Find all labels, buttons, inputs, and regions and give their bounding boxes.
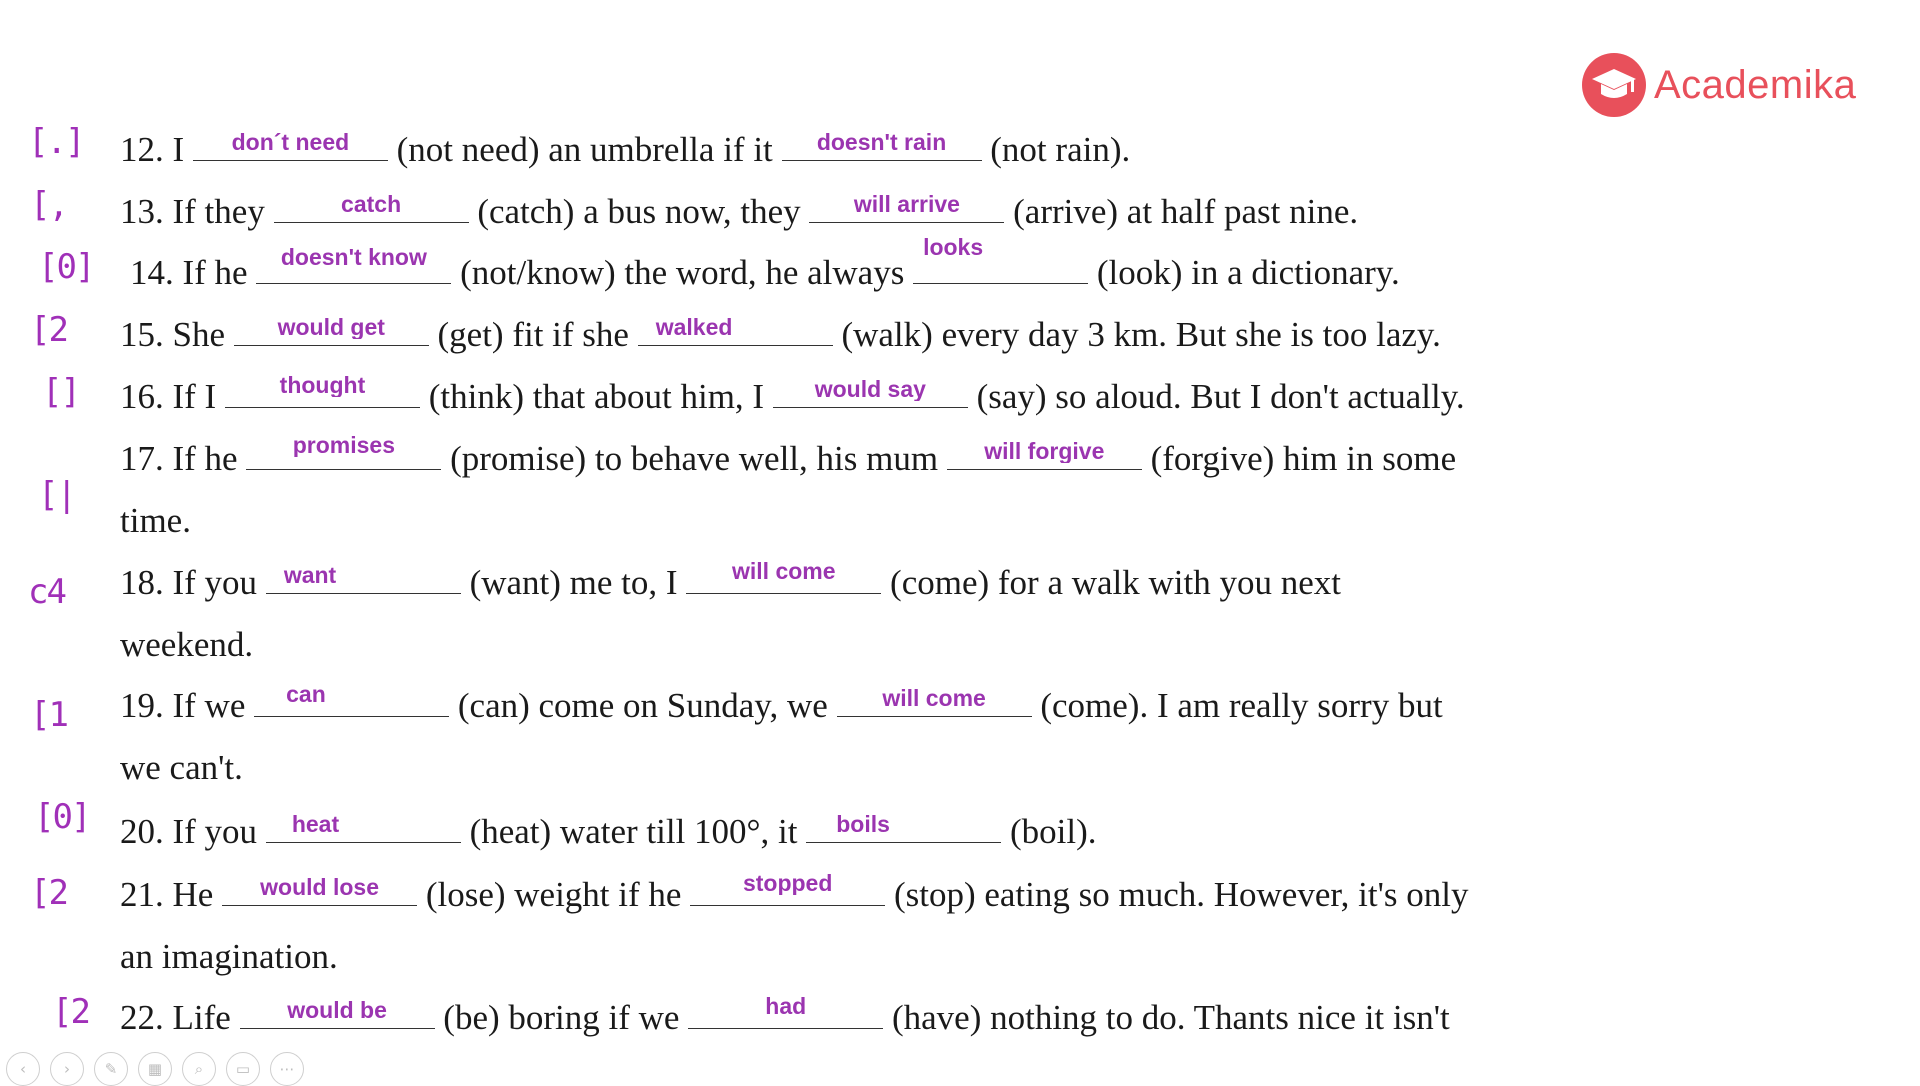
text-segment: (look) in a dictionary.	[1096, 253, 1400, 292]
exercise-number: 18.	[120, 563, 164, 602]
exercise-16	[120, 373, 1465, 417]
answer-blank[interactable]	[913, 235, 1088, 284]
text-segment: (can) come on Sunday, we	[457, 686, 828, 725]
answer-blank[interactable]	[809, 194, 1004, 223]
answer-blank[interactable]	[193, 132, 388, 161]
handwritten-answer: stopped	[742, 871, 833, 895]
text-segment: (not/know) the word, he always	[460, 253, 905, 292]
text-segment: (think) that about him, I	[428, 377, 765, 416]
answer-blank[interactable]	[254, 682, 449, 717]
more-options-button[interactable]: ⋯	[270, 1052, 304, 1086]
text-segment: (not need) an umbrella if it	[396, 130, 773, 169]
answer-blank[interactable]	[240, 1000, 435, 1029]
text-segment: (stop) eating so much. However, it's only	[893, 875, 1469, 914]
text-segment: If I	[172, 377, 217, 416]
pen-tool-button[interactable]: ✎	[94, 1052, 128, 1086]
answer-blank[interactable]	[222, 877, 417, 906]
text-segment: (boil).	[1009, 812, 1097, 851]
handwritten-answer: had	[765, 994, 807, 1018]
margin-mark: [0]	[34, 797, 90, 837]
handwritten-answer: will arrive	[853, 192, 960, 216]
answer-blank[interactable]	[246, 433, 441, 470]
margin-mark: [2	[52, 992, 89, 1032]
handwritten-answer: walked	[655, 315, 733, 339]
margin-mark: [|	[38, 475, 75, 515]
next-slide-button[interactable]: ›	[50, 1052, 84, 1086]
slideshow-controls	[6, 1052, 304, 1086]
brand-name: Academika	[1654, 62, 1857, 107]
exercise-15	[120, 315, 1441, 355]
handwritten-answer: boils	[836, 812, 890, 836]
text-segment: If he	[172, 439, 238, 478]
answer-blank[interactable]	[266, 565, 461, 594]
academika-logo	[1582, 52, 1856, 118]
margin-mark: [0]	[38, 247, 94, 287]
exercise-17-continuation: time.	[120, 501, 191, 540]
exercise-number: 20.	[120, 812, 164, 851]
zoom-button[interactable]: ⌕	[182, 1052, 216, 1086]
text-segment: (lose) weight if he	[425, 875, 682, 914]
text-segment: If he	[182, 253, 248, 292]
handwritten-answer: don´t need	[231, 130, 350, 154]
exercise-number: 22.	[120, 998, 164, 1037]
answer-blank[interactable]	[782, 132, 982, 161]
text-segment: She	[172, 315, 225, 354]
margin-mark: [,	[30, 185, 67, 225]
exercise-18-continuation: weekend.	[120, 625, 254, 664]
exercise-20	[120, 812, 1097, 852]
text-segment: (not rain).	[990, 130, 1131, 169]
answer-blank[interactable]	[274, 194, 469, 223]
exercise-number: 17.	[120, 439, 164, 478]
handwritten-answer: doesn't rain	[816, 130, 947, 154]
exercise-number: 19.	[120, 686, 164, 725]
text-segment: (come). I am really sorry but	[1040, 686, 1443, 725]
handwritten-answer: catch	[341, 192, 402, 216]
exercise-number: 13.	[120, 192, 164, 231]
text-segment: (catch) a bus now, they	[477, 192, 801, 231]
previous-slide-button[interactable]: ‹	[6, 1052, 40, 1086]
text-segment: (forgive) him in some	[1150, 439, 1457, 478]
answer-blank[interactable]	[266, 814, 461, 843]
exercise-number: 15.	[120, 315, 164, 354]
text-segment: (want) me to, I	[469, 563, 678, 602]
answer-blank[interactable]	[234, 317, 429, 346]
text-segment: (walk) every day 3 km. But she is too lazy.	[841, 315, 1441, 354]
margin-mark: [2	[30, 310, 67, 350]
margin-mark: [.]	[28, 122, 84, 162]
answer-blank[interactable]	[225, 373, 420, 408]
text-segment: If they	[172, 192, 265, 231]
answer-blank[interactable]	[686, 559, 881, 594]
exercise-number: 16.	[120, 377, 164, 416]
handwritten-answer: would be	[287, 998, 387, 1022]
exercise-18	[120, 559, 1342, 603]
text-segment: If you	[172, 563, 258, 602]
handwritten-answer: looks	[923, 235, 984, 259]
text-segment: (come) for a walk with you next	[890, 563, 1342, 602]
handwritten-answer: will come	[732, 559, 836, 583]
see-all-slides-button[interactable]: ▦	[138, 1052, 172, 1086]
text-segment: (promise) to behave well, his mum	[450, 439, 939, 478]
answer-blank[interactable]	[256, 245, 451, 284]
exercise-17	[120, 433, 1457, 479]
exercise-12	[120, 130, 1130, 170]
answer-blank[interactable]	[947, 441, 1142, 470]
exercise-19	[120, 682, 1443, 726]
margin-mark: []	[42, 372, 79, 412]
text-segment: He	[172, 875, 214, 914]
handwritten-answer: will come	[882, 686, 986, 710]
subtitles-button[interactable]: ▭	[226, 1052, 260, 1086]
exercise-number: 14.	[130, 253, 174, 292]
exercise-14	[130, 235, 1400, 293]
answer-blank[interactable]	[806, 814, 1001, 843]
margin-mark: c4	[28, 572, 65, 612]
handwritten-answer: will forgive	[984, 439, 1105, 463]
answer-blank[interactable]	[690, 871, 885, 906]
handwritten-answer: would say	[814, 377, 926, 401]
margin-mark: [1	[30, 695, 67, 735]
text-segment: (say) so aloud. But I don't actually.	[976, 377, 1465, 416]
exercise-number: 12.	[120, 130, 164, 169]
answer-blank[interactable]	[638, 317, 833, 346]
text-segment: If we	[172, 686, 246, 725]
text-segment: (have) nothing to do. Thants nice it isn't	[891, 998, 1450, 1037]
handwritten-answer: would get	[277, 315, 385, 339]
exercise-22	[120, 994, 1450, 1038]
handwritten-answer: doesn't know	[280, 245, 427, 269]
handwritten-answer: thought	[279, 373, 366, 397]
handwritten-answer: would lose	[260, 875, 379, 899]
handwritten-answer: heat	[291, 812, 340, 836]
handwritten-answer: promises	[292, 433, 395, 457]
handwritten-answer: can	[286, 682, 326, 706]
answer-blank[interactable]	[837, 688, 1032, 717]
margin-mark: [2	[30, 873, 67, 913]
text-segment: (arrive) at half past nine.	[1013, 192, 1359, 231]
answer-blank[interactable]	[773, 379, 968, 408]
exercise-21	[120, 871, 1469, 915]
text-segment: (get) fit if she	[437, 315, 629, 354]
text-segment: Life	[172, 998, 231, 1037]
handwritten-answer: want	[283, 563, 337, 587]
exercise-13	[120, 192, 1358, 232]
text-segment: (be) boring if we	[443, 998, 680, 1037]
exercise-19-continuation: we can't.	[120, 748, 243, 787]
text-segment: If you	[172, 812, 258, 851]
exercise-number: 21.	[120, 875, 164, 914]
exercise-21-continuation: an imagination.	[120, 937, 338, 976]
text-segment: (heat) water till 100°, it	[469, 812, 798, 851]
answer-blank[interactable]	[688, 994, 883, 1029]
graduation-cap-icon	[1582, 53, 1646, 117]
text-segment: I	[172, 130, 185, 169]
